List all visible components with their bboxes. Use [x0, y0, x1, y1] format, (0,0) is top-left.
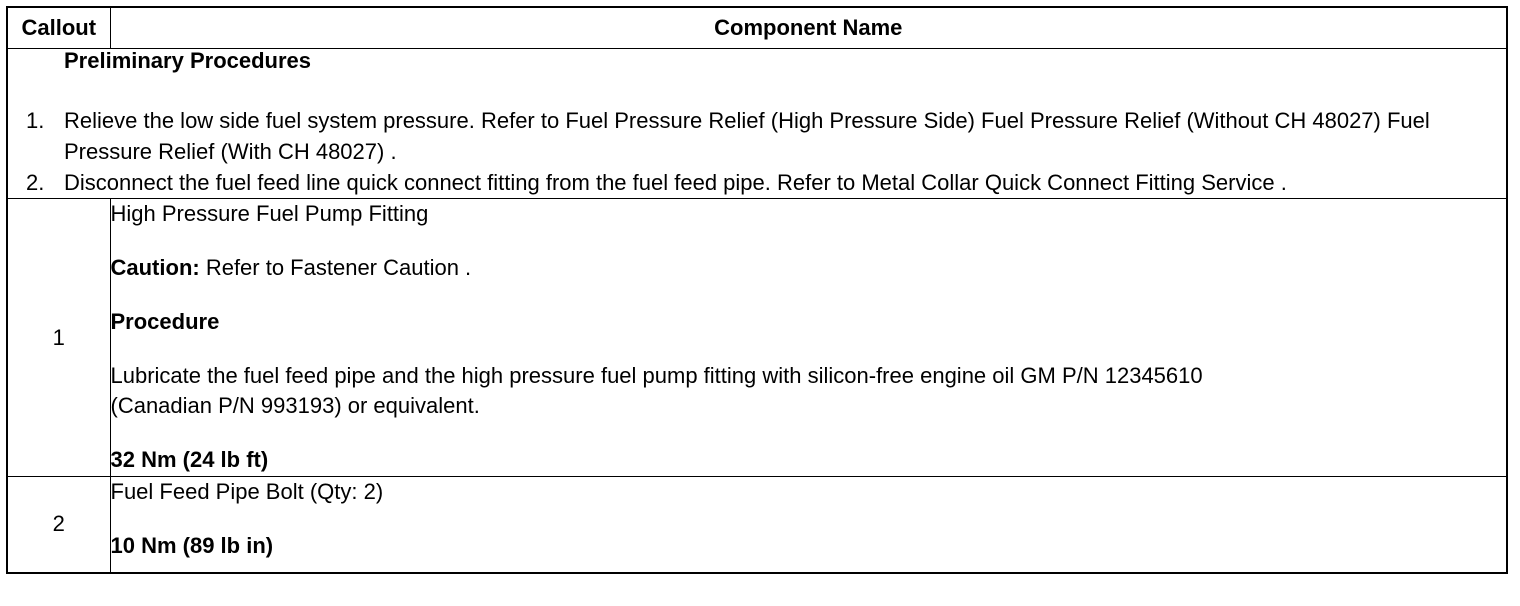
preliminary-step [8, 167, 1506, 198]
caution-text: Refer to Fastener Caution . [199, 255, 472, 280]
component-name: Fuel Feed Pipe Bolt (Qty: 2) [110, 479, 384, 504]
preliminary-steps [8, 105, 1506, 198]
step-number: 2. [26, 170, 45, 195]
procedure-heading: Procedure [110, 309, 220, 334]
torque-spec: 10 Nm (89 lb in) [110, 533, 274, 558]
component-table [6, 6, 1508, 574]
procedure-text-line-1: Lubricate the fuel feed pipe and the high pressure fuel pump fitting with silicon-free engine oil GM P/N 12345610 [110, 363, 1203, 388]
component-cell [110, 199, 1507, 477]
step-number: 1. [26, 108, 45, 133]
table-row [7, 199, 1507, 477]
callout-number: 2 [7, 477, 110, 573]
caution-label: Caution: [110, 255, 200, 280]
preliminary-cell [7, 49, 1507, 199]
callout-header: Callout [7, 7, 110, 49]
table-row [7, 477, 1507, 573]
preliminary-step [8, 105, 1506, 167]
step-text: Relieve the low side fuel system pressure. Refer to Fuel Pressure Relief (High Pressure Side) Fuel Pressure Relief (Without CH 48027) Fuel Pressure Relief (With CH 48027) . [64, 108, 1430, 164]
preliminary-row [7, 49, 1507, 199]
step-text: Disconnect the fuel feed line quick connect fitting from the fuel feed pipe. Refer to Metal Collar Quick Connect Fitting Service . [64, 170, 1287, 195]
component-name: High Pressure Fuel Pump Fitting [110, 201, 429, 226]
torque-spec: 32 Nm (24 lb ft) [110, 447, 269, 472]
procedure-text-line-2: (Canadian P/N 993193) or equivalent. [110, 393, 480, 418]
caution-line [111, 253, 1507, 283]
component-name-header: Component Name [110, 7, 1507, 49]
preliminary-heading: Preliminary Procedures [64, 48, 312, 73]
component-cell [110, 477, 1507, 573]
callout-number: 1 [7, 199, 110, 477]
header-row [7, 7, 1507, 49]
